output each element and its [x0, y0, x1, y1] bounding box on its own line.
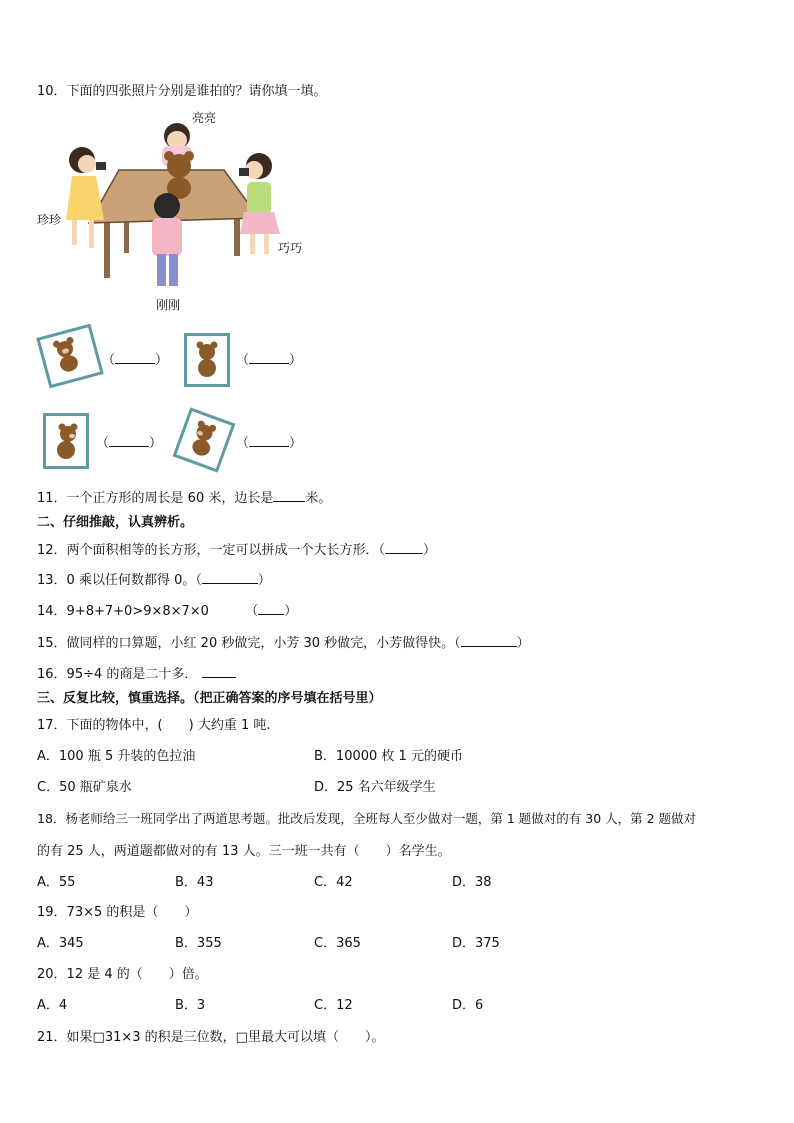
q14-blank[interactable]	[258, 602, 284, 615]
q17-option-c[interactable]: C．50 瓶矿泉水	[37, 780, 132, 795]
q19-option-a[interactable]: A．345	[37, 936, 84, 951]
q11-blank[interactable]	[273, 489, 305, 502]
q18-option-b[interactable]: B．43	[175, 875, 214, 890]
q19-option-b[interactable]: B．355	[175, 936, 222, 951]
table-leg	[124, 218, 129, 253]
child-bottom-head	[154, 193, 180, 219]
q18-option-a[interactable]: A．55	[37, 875, 76, 890]
camera-icon	[96, 162, 106, 170]
section-3-heading: 三、反复比较，慎重选择。（把正确答案的序号填在括号里）	[37, 691, 382, 706]
q20-option-b[interactable]: B．3	[175, 998, 206, 1013]
child-right-body	[247, 182, 271, 214]
name-zhenzhen: 珍珍	[37, 213, 62, 227]
bear-icon	[40, 329, 93, 379]
camera-icon	[239, 168, 249, 176]
bear-ear	[164, 151, 174, 161]
child-left-dress	[66, 176, 104, 220]
q16: 16．95÷4 的商是二十多．	[37, 665, 236, 684]
q20-option-d[interactable]: D．6	[452, 998, 484, 1013]
child-left-leg	[72, 220, 77, 245]
q19-option-d[interactable]: D．375	[452, 936, 500, 951]
child-left-face	[78, 155, 96, 173]
child-left-leg	[89, 220, 94, 248]
photo-2-answer[interactable]: （ ）	[236, 353, 303, 368]
table-leg	[104, 223, 110, 278]
q11: 11．一个正方形的周长是 60 米，边长是 米。	[37, 491, 332, 506]
scene-svg	[34, 108, 324, 313]
child-right-skirt	[240, 212, 280, 234]
q17-text: 17．下面的物体中，( ) 大约重 1 吨.	[37, 718, 271, 733]
child-bottom-leg	[157, 254, 166, 286]
q18-line-2: 的有 25 人，两道题都做对的有 13 人。三一班一共有（ ）名学生。	[37, 844, 451, 859]
child-bottom-body	[152, 218, 182, 256]
name-qiaoqiao: 巧巧	[278, 241, 303, 255]
section-2-heading: 二、仔细推敲，认真辨析。	[37, 515, 194, 530]
q17-option-d[interactable]: D．25 名六年级学生	[314, 780, 436, 795]
q13: 13．0 乘以任何数都得 0。（ ）	[37, 573, 271, 588]
name-liangliang: 亮亮	[192, 111, 217, 125]
q13-blank[interactable]	[202, 571, 258, 584]
q20-option-a[interactable]: A．4	[37, 998, 68, 1013]
q12-blank[interactable]	[385, 541, 423, 554]
child-right-leg	[250, 234, 255, 254]
child-bottom-leg	[169, 254, 178, 286]
bear-side-icon	[177, 411, 232, 467]
photo-3	[43, 413, 89, 469]
bear-back-icon	[187, 336, 227, 382]
q16-blank[interactable]	[202, 665, 236, 678]
q18-option-d[interactable]: D．38	[452, 875, 492, 890]
q17-option-b[interactable]: B．10000 枚 1 元的硬币	[314, 749, 463, 764]
photo-1	[36, 324, 104, 389]
table-leg	[234, 216, 240, 256]
photo-4-answer[interactable]: （ ）	[236, 436, 303, 451]
q12: 12．两个面积相等的长方形，一定可以拼成一个大长方形．（ ）	[37, 543, 437, 558]
child-right-leg	[264, 234, 269, 254]
scene-illustration	[34, 108, 324, 313]
q14: 14．9+8+7+0>9×8×7×0 （ ）	[37, 604, 298, 619]
photo-4	[173, 407, 236, 472]
q17-option-a[interactable]: A．100 瓶 5 升装的色拉油	[37, 749, 196, 764]
q10-title: 10．下面的四张照片分别是谁拍的？请你填一填。	[37, 84, 327, 99]
q15-blank[interactable]	[461, 634, 517, 647]
bear-side-icon	[46, 416, 86, 464]
photo-1-answer[interactable]: （ ）	[102, 353, 169, 368]
q18-option-c[interactable]: C．42	[314, 875, 353, 890]
photo-2	[184, 333, 230, 387]
q20-text: 20．12 是 4 的（ ）倍。	[37, 967, 208, 982]
photo-3-answer[interactable]: （ ）	[96, 436, 163, 451]
q19-text: 19．73×5 的积是（ ）	[37, 905, 198, 920]
bear-ear	[184, 151, 194, 161]
q18-line-1: 18．杨老师给三一班同学出了两道思考题。批改后发现，全班每人至少做对一题，第 1 题做对的有 30 人，第 2 题做对	[37, 811, 697, 826]
q20-option-c[interactable]: C．12	[314, 998, 353, 1013]
q21-text: 21．如果□31×3 的积是三位数，□里最大可以填（ ）。	[37, 1030, 385, 1045]
q15: 15．做同样的口算题，小红 20 秒做完，小芳 30 秒做完，小芳做得快。（ ）	[37, 636, 530, 651]
name-ganggang: 刚刚	[156, 298, 181, 312]
q19-option-c[interactable]: C．365	[314, 936, 361, 951]
